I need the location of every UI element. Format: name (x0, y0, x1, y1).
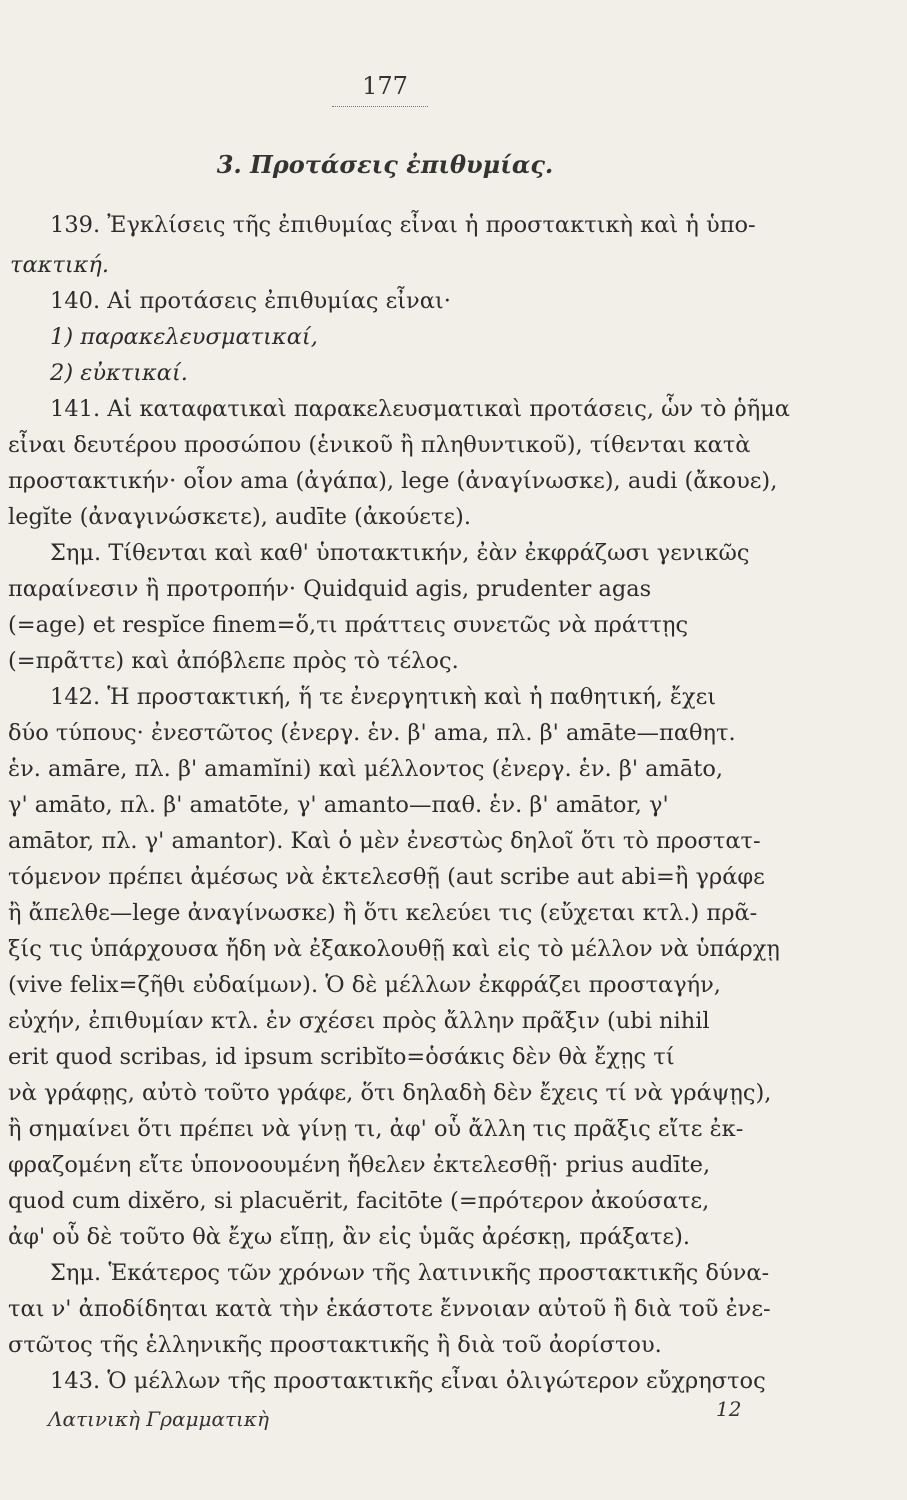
text-line: legĭte (ἀναγινώσκετε), audīte (ἀκούετε). (8, 504, 471, 530)
text-line: (=πρᾶττε) καὶ ἀπόβλεπε πρὸς τὸ τέλος. (8, 648, 459, 674)
text-line: τόμενον πρέπει ἀμέσως νὰ ἐκτελεσθῇ (aut scribe aut abi=ἢ γράφε (8, 864, 765, 890)
section-title: 3. Προτάσεις ἐπιθυμίας. (216, 150, 554, 179)
text-line: 140. Αἱ προτάσεις ἐπιθυμίας εἶναι· (50, 288, 451, 314)
text-line: εἶναι δευτέρου προσώπου (ἑνικοῦ ἢ πληθυντικοῦ), τίθενται κατὰ (8, 432, 751, 458)
text-line: ἢ σημαίνει ὅτι πρέπει νὰ γίνῃ τι, ἀφ' οὗ ἄλλη τις πρᾶξις εἴτε ἐκ- (8, 1116, 744, 1142)
text-line: 1) παρακελευσματικαί, (50, 324, 318, 350)
text-line: 139. Ἐγκλίσεις τῆς ἐπιθυμίας εἶναι ἡ προστακτικὴ καὶ ἡ ὑπο- (50, 212, 756, 238)
text-line: quod cum dixĕro, si placuĕrit, facitōte (=πρότερον ἀκούσατε, (8, 1188, 710, 1214)
text-line: 143. Ὁ μέλλων τῆς προστακτικῆς εἶναι ὀλιγώτερον εὔχρηστος (50, 1368, 766, 1394)
text-line: ἢ ἄπελθε—lege ἀναγίνωσκε) ἢ ὅτι κελεύει τις (εὔχεται κτλ.) πρᾶ- (8, 900, 758, 926)
text-line: φραζομένη εἴτε ὑπονοουμένη ἤθελεν ἐκτελεσθῇ· prius audīte, (8, 1152, 711, 1178)
text-line: γ' amāto, πλ. β' amatōte, γ' amanto—παθ. ἑν. β' amātor, γ' (8, 792, 669, 818)
text-line: προστακτικήν· οἷον ama (ἀγάπα), lege (ἀναγίνωσκε), audi (ἄκουε), (8, 468, 778, 494)
text-line: (vive felix=ζῆθι εὐδαίμων). Ὁ δὲ μέλλων ἐκφράζει προσταγήν, (8, 972, 721, 998)
text-line: (=age) et respĭce finem=ὅ,τι πράττεις συνετῶς νὰ πράττῃς (8, 612, 689, 638)
footer-signature: 12 (716, 1397, 742, 1421)
page-number: 177 (362, 72, 408, 100)
header-rule (332, 106, 428, 107)
text-line: 142. Ἡ προστακτική, ἥ τε ἐνεργητικὴ καὶ ἡ παθητική, ἔχει (50, 684, 717, 710)
text-line: 2) εὐκτικαί. (50, 360, 188, 386)
text-line: ἀφ' οὗ δὲ τοῦτο θὰ ἔχω εἴπῃ, ἂν εἰς ὑμᾶς ἀρέσκῃ, πράξατε). (8, 1224, 691, 1250)
text-line: τακτική. (10, 252, 110, 278)
text-line: ἑν. amāre, πλ. β' amamĭni) καὶ μέλλοντος (ἐνεργ. ἑν. β' amāto, (8, 756, 724, 782)
text-line: παραίνεσιν ἢ προτροπήν· Quidquid agis, prudenter agas (8, 576, 652, 602)
text-line: ται ν' ἀποδίδηται κατὰ τὴν ἑκάστοτε ἔννοιαν αὐτοῦ ἢ διὰ τοῦ ἐνε- (8, 1296, 771, 1322)
footer-book-title: Λατινικὴ Γραμματικὴ (48, 1407, 269, 1431)
text-line: νὰ γράφῃς, αὐτὸ τοῦτο γράφε, ὅτι δηλαδὴ δὲν ἔχεις τί νὰ γράψῃς), (8, 1080, 772, 1106)
text-line: Σημ. Ἑκάτερος τῶν χρόνων τῆς λατινικῆς προστακτικῆς δύνα- (50, 1260, 770, 1286)
text-line: erit quod scribas, id ipsum scribĭto=ὁσάκις δὲν θὰ ἔχῃς τί (8, 1044, 675, 1070)
text-line: ξίς τις ὑπάρχουσα ἤδη νὰ ἐξακολουθῇ καὶ εἰς τὸ μέλλον νὰ ὑπάρχῃ (8, 936, 780, 962)
text-line: στῶτος τῆς ἑλληνικῆς προστακτικῆς ἢ διὰ τοῦ ἀορίστου. (8, 1332, 662, 1358)
text-line: amātor, πλ. γ' amantor). Καὶ ὁ μὲν ἐνεστὼς δηλοῖ ὅτι τὸ προστατ- (8, 828, 761, 854)
text-line: Σημ. Τίθενται καὶ καθ' ὑποτακτικήν, ἐὰν ἐκφράζωσι γενικῶς (50, 540, 750, 566)
text-line: δύο τύπους· ἐνεστῶτος (ἐνεργ. ἑν. β' ama, πλ. β' amāte—παθητ. (8, 720, 736, 746)
text-line: εὐχήν, ἐπιθυμίαν κτλ. ἐν σχέσει πρὸς ἄλλην πρᾶξιν (ubi nihil (8, 1008, 710, 1034)
text-line: 141. Αἱ καταφατικαὶ παρακελευσματικαὶ προτάσεις, ὧν τὸ ῥῆμα (50, 396, 791, 422)
